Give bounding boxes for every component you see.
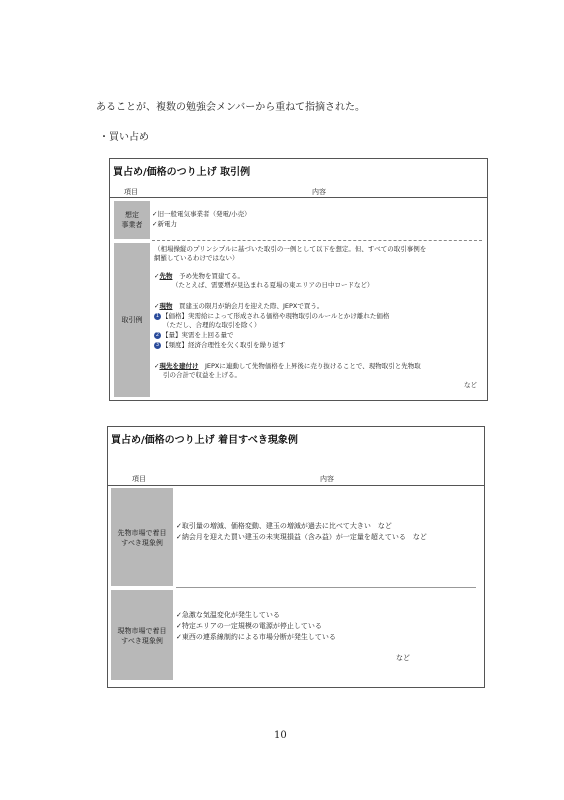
row1-line: ✓納会月を迎えた買い建玉の未実現損益（含み益）が一定量を超えている など: [176, 533, 427, 541]
senbutsu-label: 先物: [159, 272, 173, 280]
divider: [110, 197, 487, 198]
row1-label: [111, 528, 173, 548]
row2-label: 取引例: [121, 316, 143, 324]
intro-text: あることが、複数の勉強会メンバーから重ねて指摘された。: [96, 102, 366, 113]
row1-label-line2: すべき現象例: [121, 539, 163, 547]
phenomena-box: [107, 426, 485, 688]
note-line: （相場操縦のプリンシプルに基づいた取引の一例として以下を想定。但、すべての取引事例を: [154, 245, 427, 253]
box-title: 買占め/価格のつり上げ 着目すべき現象例: [111, 435, 298, 446]
senbutsu-text: 予め先物を買建てる。: [178, 272, 244, 280]
senbutsu-sub: （たとえば、需要増が見込まれる夏場の東エリアの日中ロードなど）: [172, 281, 374, 289]
number-1-icon: 1: [155, 312, 160, 319]
genbutsu-ketsu-text2: 引の合計で収益を上げる。: [163, 371, 241, 379]
header-item: 項目: [132, 475, 146, 483]
row1-label: [114, 210, 150, 230]
row2-label-line1: 現物市場で着目: [117, 627, 167, 635]
header-content: 内容: [320, 475, 334, 483]
senbutsu-line: ✓先物 予め先物を買建てる。: [154, 272, 244, 280]
trading-example-box: [109, 158, 488, 401]
row2-label: [111, 626, 173, 646]
point-item: （ただし、合理的な取引を除く）: [163, 321, 261, 329]
row1-line: ✓旧一般電気事業者（発電/小売）: [152, 210, 251, 218]
row2-label-line2: すべき現象例: [121, 637, 163, 645]
nado: など: [396, 654, 410, 662]
genbutsu-ketsu-text: JEPXに連動して先物価格を上昇後に売り抜けることで、現物取引と先物取: [204, 362, 421, 370]
row1-line: ✓新電力: [152, 220, 177, 228]
note-line: 網羅しているわけではない）: [154, 254, 239, 262]
genbutsu-ketsu-line: ✓現先を建付け JEPXに連動して先物価格を上昇後に売り抜けることで、現物取引と先物取: [154, 362, 421, 370]
row1-label-line2: 事業者: [121, 221, 143, 229]
row2-line: ✓急激な気温変化が発生している: [176, 611, 280, 619]
genbutsu-text: 買建玉の限月が納会月を迎えた際、JEPXで買う。: [178, 302, 324, 310]
number-2-icon: 2: [155, 331, 160, 338]
divider: [176, 587, 476, 588]
genbutsu-label: 現物: [159, 302, 173, 310]
header-item: 項目: [124, 188, 138, 196]
row1-line: ✓取引量の増減、価格変動、建玉の増減が過去に比べて大きい など: [176, 522, 392, 530]
row1-label-line1: 先物市場で着目: [117, 529, 167, 537]
point-text: 【価格】実需給によって形成される価格や現物取引のルールとかけ離れた価格: [162, 312, 390, 320]
divider: [108, 485, 484, 486]
point-item: [154, 331, 234, 339]
row2-line: ✓東西の連系線制約による市場分断が発生している: [176, 633, 336, 641]
point-text: 【量】実需を上回る量で: [162, 331, 234, 339]
box-title: 買占め/価格のつり上げ 取引例: [113, 167, 251, 178]
page-number: 10: [274, 730, 287, 741]
genbutsu-line: ✓現物 買建玉の限月が納会月を迎えた際、JEPXで買う。: [154, 302, 324, 310]
point-text: 【頻度】経済合理性を欠く取引を繰り返す: [162, 341, 286, 349]
point-item: [154, 312, 389, 320]
number-3-icon: 3: [155, 341, 160, 348]
genbutsu-ketsu-label: 現先を建付け: [159, 362, 199, 370]
dashed-divider: [152, 240, 482, 241]
row1-label-line1: 想定: [125, 211, 139, 219]
header-content: 内容: [312, 188, 326, 196]
nado: など: [464, 381, 477, 389]
point-item: [154, 341, 286, 349]
row2-line: ✓特定エリアの一定規模の電源が停止している: [176, 622, 322, 630]
section-heading: ・買い占め: [99, 132, 149, 143]
